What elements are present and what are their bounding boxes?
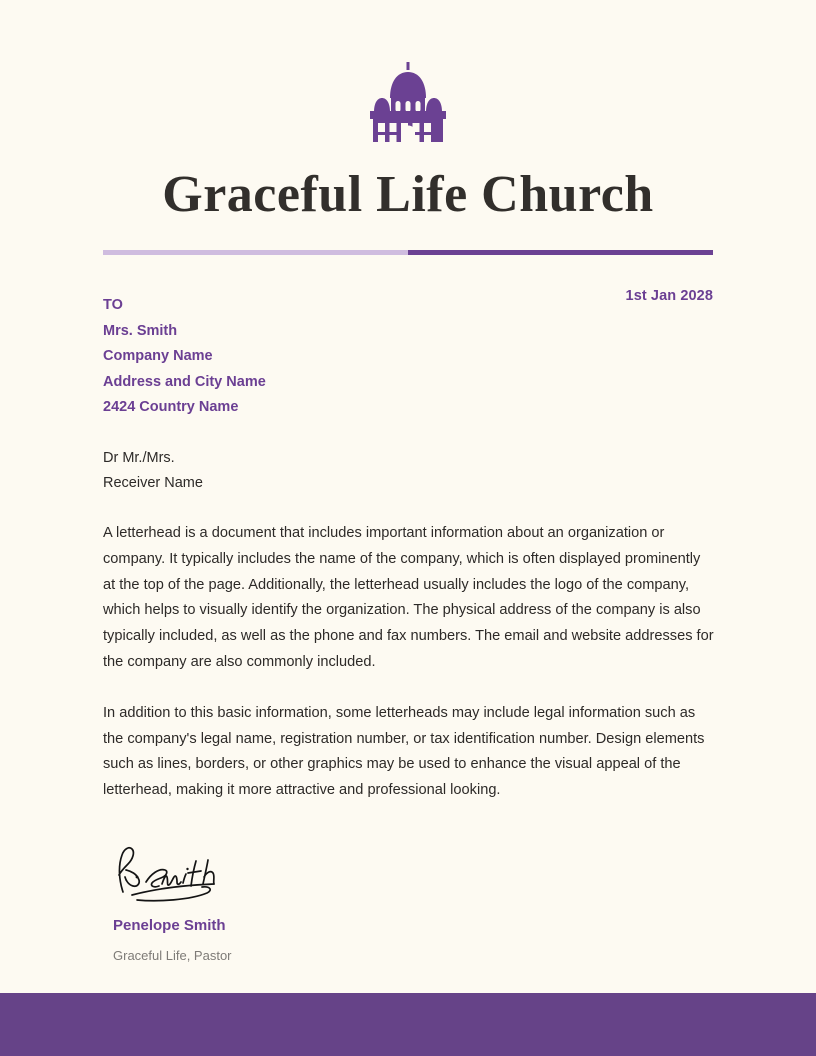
signature-container — [110, 840, 240, 902]
recipient-line: Mrs. Smith — [103, 322, 178, 339]
footer-bar — [0, 993, 816, 1056]
divider-dark-segment — [408, 250, 713, 255]
salutation-line-2: Receiver Name — [103, 475, 203, 491]
letter-body — [103, 521, 714, 804]
to-label: TO — [103, 297, 123, 313]
salutation-block — [103, 446, 713, 496]
signer-role: Graceful Life, Pastor — [113, 948, 232, 963]
signer-name: Penelope Smith — [113, 917, 226, 934]
recipient-line: Company Name — [103, 348, 213, 365]
body-paragraph-2: In addition to this basic information, some letterheads may include legal information such as the company's legal name, registration number, or tax identification number. Design elements such as lines, borders, or other graphics may be used to enhance the visual appeal of the letterhead, making it more attractive and professional looking. — [103, 704, 705, 799]
logo-container — [0, 62, 816, 142]
letter-date: 1st Jan 2028 — [625, 288, 713, 304]
recipient-line: Address and City Name — [103, 373, 266, 390]
handwritten-signature-icon — [110, 840, 240, 902]
divider-light-segment — [103, 250, 408, 255]
header-divider — [103, 250, 713, 255]
church-building-icon — [364, 62, 452, 142]
recipient-address-block — [103, 293, 266, 421]
recipient-line: 2424 Country Name — [103, 399, 239, 416]
body-paragraph-1: A letterhead is a document that includes important information about an organization or company. It typically includes the name of the company, which is often displayed prominently at the top of the page. Additionally, the letterhead usually includes the logo of the company, which helps to visually identify the organization. The physical address of the company is also typically included, as well as the phone and fax numbers. The email and website addresses for the company are also commonly included. — [103, 525, 714, 670]
salutation-line-1: Dr Mr./Mrs. — [103, 450, 175, 466]
organization-title: Graceful Life Church — [162, 166, 654, 223]
